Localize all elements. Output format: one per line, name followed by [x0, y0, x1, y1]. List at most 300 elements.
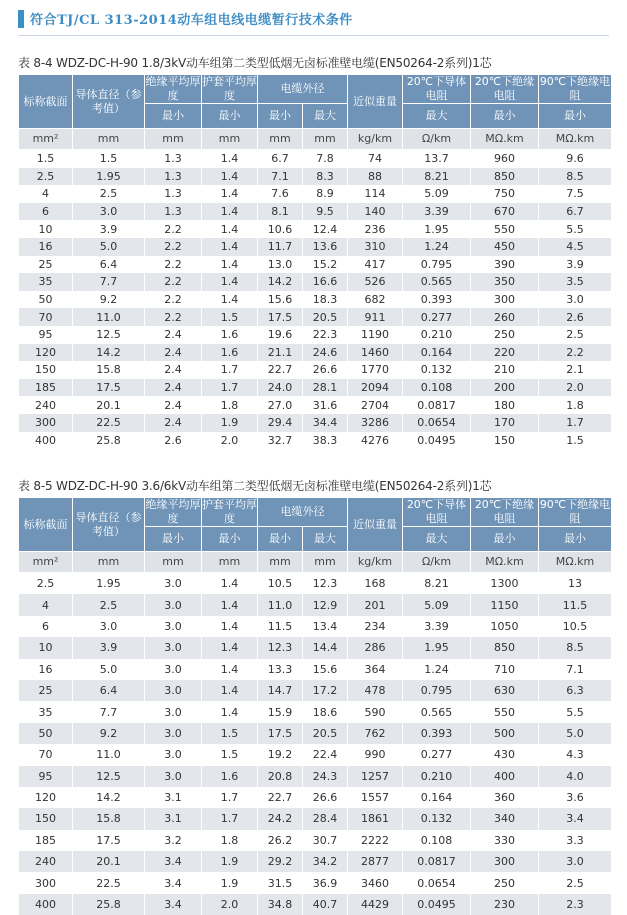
cell-diameter: 12.5	[73, 326, 145, 344]
cell-size: 2.5	[19, 573, 73, 595]
cell-od-min: 26.2	[258, 830, 303, 851]
cell-ir90: 8.5	[539, 637, 612, 658]
unit-weight: kg/km	[348, 552, 403, 573]
cell-ir20: 220	[471, 344, 539, 362]
cell-size: 185	[19, 379, 73, 397]
cell-diameter: 6.4	[73, 256, 145, 274]
cell-size: 25	[19, 256, 73, 274]
cell-od-min: 24.0	[258, 379, 303, 397]
cell-od-max: 18.6	[303, 701, 348, 722]
cell-od-min: 11.0	[258, 594, 303, 615]
header-od-min: 最小	[258, 527, 303, 552]
cell-r20: 5.09	[403, 594, 471, 615]
cell-jacket: 1.4	[202, 150, 258, 168]
cell-r20: 3.39	[403, 616, 471, 637]
cell-weight: 1257	[348, 766, 403, 787]
cell-r20: 0.164	[403, 344, 471, 362]
cell-ir90: 2.5	[539, 326, 612, 344]
cell-od-max: 12.4	[303, 220, 348, 238]
unit-diameter: mm	[73, 129, 145, 150]
cell-od-max: 34.4	[303, 414, 348, 432]
header-od-min: 最小	[258, 104, 303, 129]
cell-od-max: 8.9	[303, 185, 348, 203]
cell-insulation: 3.0	[145, 594, 202, 615]
cell-jacket: 1.8	[202, 830, 258, 851]
table-row	[19, 185, 612, 203]
cell-size: 400	[19, 894, 73, 915]
cell-size: 150	[19, 808, 73, 829]
cell-jacket: 1.4	[202, 594, 258, 615]
table-row	[19, 744, 612, 765]
cell-od-max: 12.3	[303, 573, 348, 595]
table-body	[19, 150, 612, 450]
cell-diameter: 1.95	[73, 168, 145, 186]
cell-ir90: 10.5	[539, 616, 612, 637]
header-weight: 近似重量	[348, 75, 403, 129]
cell-od-min: 11.5	[258, 616, 303, 637]
cell-weight: 526	[348, 273, 403, 291]
cell-od-min: 14.7	[258, 680, 303, 701]
cell-jacket: 2.0	[202, 894, 258, 915]
header-insulation: 绝缘平均厚度	[145, 75, 201, 102]
cell-r20: 0.210	[403, 766, 471, 787]
cell-od-min: 22.7	[258, 361, 303, 379]
cell-od-max: 20.5	[303, 723, 348, 744]
table-caption-8-4: 表 8-4 WDZ-DC-H-90 1.8/3kV动车组第二类型低烟无卤标准壁电缆(EN50264-2系列)1芯	[18, 56, 492, 70]
unit-ir20: MΩ.km	[471, 129, 539, 150]
cell-od-max: 13.6	[303, 238, 348, 256]
cell-weight: 1460	[348, 344, 403, 362]
cell-od-max: 14.4	[303, 637, 348, 658]
cell-diameter: 5.0	[73, 238, 145, 256]
cell-od-max: 15.2	[303, 256, 348, 274]
header-od-max: 最大	[303, 527, 348, 552]
cell-ir20: 180	[471, 396, 539, 414]
cell-size: 50	[19, 291, 73, 309]
cell-ir90: 3.0	[539, 291, 612, 309]
table-row	[19, 680, 612, 701]
cell-od-max: 24.6	[303, 344, 348, 362]
cell-ir90: 2.0	[539, 379, 612, 397]
cell-jacket: 1.6	[202, 766, 258, 787]
cell-size: 16	[19, 238, 73, 256]
cell-size: 120	[19, 787, 73, 808]
table-row	[19, 594, 612, 615]
cell-ir20: 1150	[471, 594, 539, 615]
cell-od-max: 36.9	[303, 872, 348, 893]
table-row	[19, 616, 612, 637]
header-ir90: 90℃下绝缘电阻	[539, 498, 611, 525]
cell-diameter: 14.2	[73, 787, 145, 808]
cell-r20: 0.565	[403, 701, 471, 722]
cell-insulation: 3.0	[145, 744, 202, 765]
unit-od-max: mm	[303, 129, 348, 150]
cell-ir20: 850	[471, 637, 539, 658]
header-r20-max: 最大	[403, 527, 471, 552]
cell-ir20: 630	[471, 680, 539, 701]
table-row	[19, 379, 612, 397]
cell-insulation: 1.3	[145, 168, 202, 186]
cell-ir90: 2.3	[539, 894, 612, 915]
header-ir20: 20℃下绝缘电阻	[471, 75, 539, 104]
cell-r20: 0.393	[403, 291, 471, 309]
cell-od-min: 29.4	[258, 414, 303, 432]
cell-ir20: 500	[471, 723, 539, 744]
cell-insulation: 3.4	[145, 894, 202, 915]
cell-od-max: 26.6	[303, 787, 348, 808]
cell-ir20: 200	[471, 379, 539, 397]
table-row	[19, 256, 612, 274]
header-jacket: 护套平均厚度	[202, 498, 257, 525]
cell-od-min: 7.1	[258, 168, 303, 186]
cell-r20: 0.393	[403, 723, 471, 744]
unit-ir20: MΩ.km	[471, 552, 539, 573]
cell-od-max: 9.5	[303, 203, 348, 221]
cell-r20: 0.565	[403, 273, 471, 291]
cell-od-max: 17.2	[303, 680, 348, 701]
cell-insulation: 3.0	[145, 637, 202, 658]
cell-ir90: 5.5	[539, 220, 612, 238]
cell-ir90: 2.5	[539, 872, 612, 893]
cell-diameter: 25.8	[73, 432, 145, 450]
cell-diameter: 3.9	[73, 220, 145, 238]
cell-ir90: 3.4	[539, 808, 612, 829]
cell-ir20: 390	[471, 256, 539, 274]
header-r20: 20℃下导体电阻	[403, 75, 471, 104]
unit-jacket: mm	[202, 552, 258, 573]
cell-jacket: 1.4	[202, 573, 258, 595]
cell-jacket: 1.4	[202, 701, 258, 722]
cell-ir90: 3.0	[539, 851, 612, 872]
cell-insulation: 3.4	[145, 851, 202, 872]
cell-od-min: 14.2	[258, 273, 303, 291]
cell-ir90: 3.9	[539, 256, 612, 274]
cell-diameter: 15.8	[73, 808, 145, 829]
cell-jacket: 1.4	[202, 616, 258, 637]
unit-insulation: mm	[145, 552, 202, 573]
unit-od-min: mm	[258, 129, 303, 150]
cell-insulation: 2.2	[145, 273, 202, 291]
cell-diameter: 22.5	[73, 414, 145, 432]
cell-size: 50	[19, 723, 73, 744]
cell-ir20: 1300	[471, 573, 539, 595]
cell-r20: 3.39	[403, 203, 471, 221]
header-diameter: 导体直径（参考值）	[73, 498, 145, 552]
cell-od-max: 34.2	[303, 851, 348, 872]
cell-insulation: 2.4	[145, 414, 202, 432]
header-divider	[18, 35, 609, 36]
cell-ir20: 230	[471, 894, 539, 915]
cell-jacket: 1.7	[202, 379, 258, 397]
cell-diameter: 6.4	[73, 680, 145, 701]
cell-insulation: 2.4	[145, 396, 202, 414]
cell-diameter: 17.5	[73, 830, 145, 851]
cell-r20: 0.164	[403, 787, 471, 808]
unit-od-min: mm	[258, 552, 303, 573]
cell-ir20: 300	[471, 291, 539, 309]
cell-ir20: 260	[471, 308, 539, 326]
cell-weight: 590	[348, 701, 403, 722]
table-row	[19, 396, 612, 414]
cell-weight: 3286	[348, 414, 403, 432]
cell-ir90: 1.5	[539, 432, 612, 450]
cell-ir90: 3.5	[539, 273, 612, 291]
cell-weight: 310	[348, 238, 403, 256]
cell-diameter: 9.2	[73, 291, 145, 309]
table-row	[19, 326, 612, 344]
cell-ir20: 430	[471, 744, 539, 765]
cell-ir20: 400	[471, 766, 539, 787]
cell-insulation: 2.2	[145, 256, 202, 274]
cell-weight: 3460	[348, 872, 403, 893]
cell-ir90: 3.6	[539, 787, 612, 808]
cell-od-min: 13.0	[258, 256, 303, 274]
header-size: 标称截面	[19, 498, 73, 552]
header-ir90-min: 最小	[539, 527, 612, 552]
page-title: 符合TJ/CL 313-2014动车组电线电缆暂行技术条件	[30, 13, 353, 28]
cell-od-max: 18.3	[303, 291, 348, 309]
cell-ir90: 7.1	[539, 659, 612, 680]
cell-jacket: 1.7	[202, 361, 258, 379]
cell-r20: 1.95	[403, 637, 471, 658]
cell-od-max: 8.3	[303, 168, 348, 186]
table-row	[19, 308, 612, 326]
cell-jacket: 1.5	[202, 308, 258, 326]
cell-weight: 236	[348, 220, 403, 238]
unit-jacket: mm	[202, 129, 258, 150]
cell-r20: 5.09	[403, 185, 471, 203]
cell-od-max: 30.7	[303, 830, 348, 851]
cell-size: 10	[19, 637, 73, 658]
cell-r20: 0.0654	[403, 414, 471, 432]
header-insulation-min: 最小	[145, 104, 202, 129]
cell-diameter: 22.5	[73, 872, 145, 893]
cell-ir20: 330	[471, 830, 539, 851]
cell-r20: 1.24	[403, 659, 471, 680]
cell-od-max: 15.6	[303, 659, 348, 680]
cell-r20: 0.132	[403, 808, 471, 829]
cell-insulation: 2.6	[145, 432, 202, 450]
cell-jacket: 1.4	[202, 291, 258, 309]
unit-size: mm²	[19, 129, 73, 150]
cell-ir20: 250	[471, 326, 539, 344]
cell-weight: 417	[348, 256, 403, 274]
cell-weight: 682	[348, 291, 403, 309]
cell-size: 16	[19, 659, 73, 680]
cell-od-min: 8.1	[258, 203, 303, 221]
cell-jacket: 1.5	[202, 723, 258, 744]
cell-ir90: 5.0	[539, 723, 612, 744]
unit-od-max: mm	[303, 552, 348, 573]
header-ir20-min: 最小	[471, 104, 539, 129]
cell-od-max: 31.6	[303, 396, 348, 414]
unit-insulation: mm	[145, 129, 202, 150]
cell-weight: 478	[348, 680, 403, 701]
cell-diameter: 2.5	[73, 185, 145, 203]
header-ir90-min: 最小	[539, 104, 612, 129]
cell-insulation: 3.0	[145, 616, 202, 637]
unit-weight: kg/km	[348, 129, 403, 150]
cell-insulation: 3.0	[145, 680, 202, 701]
cell-jacket: 1.4	[202, 680, 258, 701]
cell-size: 70	[19, 744, 73, 765]
cell-diameter: 11.0	[73, 308, 145, 326]
cell-ir90: 3.3	[539, 830, 612, 851]
table-row	[19, 787, 612, 808]
cell-diameter: 3.0	[73, 616, 145, 637]
cell-ir90: 13	[539, 573, 612, 595]
table-row	[19, 894, 612, 915]
cell-jacket: 1.4	[202, 220, 258, 238]
cell-ir20: 1050	[471, 616, 539, 637]
cell-od-min: 19.2	[258, 744, 303, 765]
cell-jacket: 1.4	[202, 203, 258, 221]
table-row	[19, 830, 612, 851]
table-row	[19, 273, 612, 291]
cell-size: 25	[19, 680, 73, 701]
cell-od-min: 20.8	[258, 766, 303, 787]
cell-jacket: 1.8	[202, 396, 258, 414]
cell-diameter: 15.8	[73, 361, 145, 379]
cell-ir90: 5.5	[539, 701, 612, 722]
cell-diameter: 12.5	[73, 766, 145, 787]
cell-r20: 0.0817	[403, 851, 471, 872]
unit-ir90: MΩ.km	[539, 552, 612, 573]
cell-size: 10	[19, 220, 73, 238]
cell-jacket: 1.9	[202, 414, 258, 432]
cell-od-min: 29.2	[258, 851, 303, 872]
cell-ir90: 6.7	[539, 203, 612, 221]
cell-ir90: 1.7	[539, 414, 612, 432]
cell-od-min: 7.6	[258, 185, 303, 203]
cell-size: 240	[19, 851, 73, 872]
cell-od-min: 27.0	[258, 396, 303, 414]
cell-od-min: 34.8	[258, 894, 303, 915]
cell-ir90: 2.1	[539, 361, 612, 379]
cell-diameter: 25.8	[73, 894, 145, 915]
cell-od-max: 16.6	[303, 273, 348, 291]
cell-ir20: 710	[471, 659, 539, 680]
cell-weight: 911	[348, 308, 403, 326]
cell-weight: 2094	[348, 379, 403, 397]
cell-ir20: 960	[471, 150, 539, 168]
header-ir90: 90℃下绝缘电阻	[539, 75, 611, 102]
cell-r20: 0.132	[403, 361, 471, 379]
cell-jacket: 1.7	[202, 808, 258, 829]
table-caption-8-5: 表 8-5 WDZ-DC-H-90 3.6/6kV动车组第二类型低烟无卤标准壁电缆(EN50264-2系列)1芯	[18, 479, 492, 493]
cell-insulation: 2.2	[145, 308, 202, 326]
table-row	[19, 808, 612, 829]
cell-size: 6	[19, 203, 73, 221]
table-row	[19, 220, 612, 238]
cell-diameter: 7.7	[73, 273, 145, 291]
table-row	[19, 701, 612, 722]
header-r20-max: 最大	[403, 104, 471, 129]
cell-jacket: 1.4	[202, 659, 258, 680]
cell-size: 120	[19, 344, 73, 362]
cell-weight: 1557	[348, 787, 403, 808]
cell-ir90: 2.2	[539, 344, 612, 362]
header-ir20: 20℃下绝缘电阻	[471, 498, 539, 527]
cell-r20: 13.7	[403, 150, 471, 168]
cell-r20: 0.108	[403, 830, 471, 851]
cell-size: 240	[19, 396, 73, 414]
cell-size: 95	[19, 766, 73, 787]
cell-size: 4	[19, 594, 73, 615]
cell-r20: 0.795	[403, 680, 471, 701]
cell-ir20: 360	[471, 787, 539, 808]
cell-ir20: 550	[471, 701, 539, 722]
cell-weight: 286	[348, 637, 403, 658]
cell-insulation: 1.3	[145, 203, 202, 221]
cell-r20: 8.21	[403, 168, 471, 186]
cell-size: 70	[19, 308, 73, 326]
header-weight: 近似重量	[348, 498, 403, 552]
cell-jacket: 1.4	[202, 273, 258, 291]
cell-insulation: 3.1	[145, 808, 202, 829]
table-row	[19, 766, 612, 787]
cell-od-min: 19.6	[258, 326, 303, 344]
cell-jacket: 1.7	[202, 787, 258, 808]
spec-table-8-4	[18, 74, 612, 449]
cell-weight: 201	[348, 594, 403, 615]
cell-insulation: 2.2	[145, 291, 202, 309]
header-outer-diameter: 电缆外径	[258, 498, 348, 527]
table-row	[19, 573, 612, 595]
cell-od-max: 28.1	[303, 379, 348, 397]
cell-diameter: 17.5	[73, 379, 145, 397]
cell-ir90: 9.6	[539, 150, 612, 168]
cell-r20: 0.0654	[403, 872, 471, 893]
cell-insulation: 3.1	[145, 787, 202, 808]
cell-diameter: 1.5	[73, 150, 145, 168]
cell-r20: 0.277	[403, 744, 471, 765]
cell-weight: 364	[348, 659, 403, 680]
table-row	[19, 637, 612, 658]
table-row	[19, 659, 612, 680]
cell-od-max: 28.4	[303, 808, 348, 829]
cell-od-max: 38.3	[303, 432, 348, 450]
cell-insulation: 2.4	[145, 326, 202, 344]
cell-weight: 4276	[348, 432, 403, 450]
header-insulation-min: 最小	[145, 527, 202, 552]
cell-ir20: 300	[471, 851, 539, 872]
cell-weight: 74	[348, 150, 403, 168]
header-jacket-min: 最小	[202, 104, 258, 129]
cell-jacket: 1.4	[202, 238, 258, 256]
cell-weight: 88	[348, 168, 403, 186]
table-row	[19, 291, 612, 309]
cell-weight: 140	[348, 203, 403, 221]
cell-diameter: 20.1	[73, 851, 145, 872]
cell-weight: 990	[348, 744, 403, 765]
cell-jacket: 1.5	[202, 744, 258, 765]
cell-od-min: 6.7	[258, 150, 303, 168]
cell-insulation: 3.0	[145, 573, 202, 595]
cell-od-max: 22.3	[303, 326, 348, 344]
cell-r20: 0.0495	[403, 432, 471, 450]
header-size: 标称截面	[19, 75, 73, 129]
cell-size: 4	[19, 185, 73, 203]
cell-od-max: 26.6	[303, 361, 348, 379]
header-accent-bar	[18, 10, 24, 28]
cell-weight: 4429	[348, 894, 403, 915]
header-outer-diameter: 电缆外径	[258, 75, 348, 104]
cell-diameter: 20.1	[73, 396, 145, 414]
cell-insulation: 2.4	[145, 344, 202, 362]
cell-od-min: 12.3	[258, 637, 303, 658]
cell-od-min: 21.1	[258, 344, 303, 362]
